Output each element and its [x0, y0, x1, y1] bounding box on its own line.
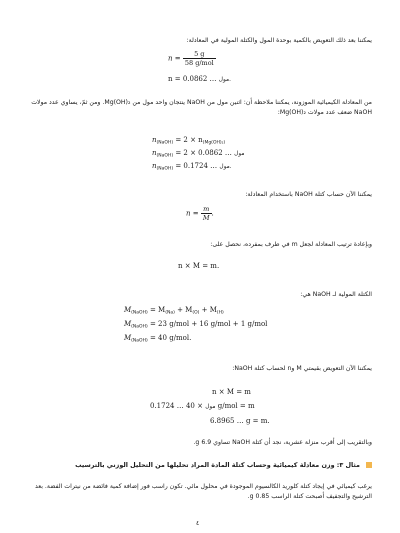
equation-n-value	[168, 75, 231, 83]
eq2-l3-rhs: = 0.1724 …	[175, 162, 218, 170]
eq1-lhs: n	[168, 54, 173, 63]
eq6-l2-rest: × 40 g/mol = m	[185, 402, 255, 410]
paragraph-2: من المعادلة الكيميائية الموزونة، يمكننا ملاحظة أن: اثنين مول من NaOH ينتجان واحد مول من Mg(OH)₂. ومن ثمّ، يساوي عدد مولات NaOH ضعف عدد مولات Mg(OH)₂:	[31, 99, 372, 116]
eq2-l1-sub: (NaOH)	[156, 140, 174, 146]
eq2-l2-rhs: = 2 × 0.0862 …	[175, 149, 232, 157]
eq3-denominator: M	[202, 214, 210, 222]
eq5-line3	[124, 334, 191, 344]
paragraph-4: وبإعادة ترتيب المعادلة لجعل m في طرف بمفرده، نحصل على:	[210, 241, 372, 248]
page-number: ٤	[196, 520, 200, 527]
paragraph-6: يمكننا الآن التعويض بقيمتي M وn لحساب كتلة NaOH:	[232, 365, 372, 372]
eq2-l2-lhs: n	[152, 149, 157, 157]
paragraph-1: يمكننا بعد ذلك التعويض بالكمية بوحدة المول والكتلة المولية في المعادلة:	[186, 37, 372, 44]
example-3-title	[75, 461, 372, 469]
eq1-denominator: 58 g/mol	[184, 59, 214, 67]
eq5-l2-rhs: = 23 g/mol + 16 g/mol + 1 g/mol	[149, 320, 268, 328]
eq2-l2-unit: مول	[234, 151, 245, 157]
eq5-line1	[124, 306, 224, 316]
eq3-lhs: n =	[186, 209, 199, 218]
eq3-numerator: m	[201, 205, 212, 214]
eq1-line2: n = 0.0862 …	[168, 75, 217, 83]
equation-n-m-over-M	[186, 205, 214, 222]
paragraph-7: وبالتقريب إلى أقرب منزلة عشرية، نجد أن كتلة NaOH تساوي 6.9 g.	[193, 439, 372, 446]
paragraph-3: يمكننا الآن حساب كتلة NaOH باستخدام المعادلة:	[245, 191, 372, 198]
eq2-l3-sub: (NaOH)	[156, 166, 174, 172]
paragraph-8: يرغب كيميائي في إيجاد كتلة كلوريد الكالسيوم الموجودة في محلول مائي. تكون راسب فور إضافة كمية فائضة من نيترات الفضة. بعد الترشيح والتجفيف أصبحت كتلة الراسب 0.85 g.	[35, 483, 372, 500]
eq5-sub-naoh: (NaOH)	[131, 310, 148, 316]
eq1-fraction	[183, 50, 216, 67]
eq5-eq-m: = M	[147, 306, 166, 314]
eq5-l3-sub: (NaOH)	[131, 338, 148, 344]
eq5-sub-h: (H)	[216, 310, 224, 316]
eq5-sub-o: (O)	[192, 310, 200, 316]
paragraph-5: الكتلة المولية لـ NaOH هي:	[300, 291, 372, 298]
eq3-end: .	[211, 209, 214, 218]
eq5-m: M	[124, 306, 132, 314]
eq6-l2-value: 0.1724 …	[150, 402, 184, 410]
eq2-l1-rsub: (Mg(OH)₂)	[202, 140, 226, 146]
eq1-equals: =	[174, 54, 181, 63]
eq1-unit: مول.	[218, 77, 231, 83]
eq5-l3-rhs: = 40 g/mol.	[149, 334, 192, 342]
eq5-l2-sub: (NaOH)	[131, 324, 148, 330]
eq2-l3-unit: مول.	[219, 164, 232, 170]
eq2-l1-lhs: n	[152, 136, 157, 144]
eq2-l1-rhs: = 2 × n	[175, 136, 203, 144]
eq5-plus-m1: + M	[174, 306, 193, 314]
eq2-l2-sub: (NaOH)	[156, 153, 174, 159]
eq6-l2-unit: مول	[205, 404, 216, 410]
equation-n-fraction	[168, 50, 216, 67]
eq5-sub-na: (Na)	[165, 310, 175, 316]
eq6-line3: 6.8965 … g = m.	[210, 417, 270, 425]
eq5-l3-lhs: M	[124, 334, 132, 342]
eq2-l3-lhs: n	[152, 162, 157, 170]
eq2-line1	[152, 136, 225, 146]
eq6-line2	[150, 402, 255, 410]
eq5-l2-lhs: M	[124, 320, 132, 328]
eq2-line2	[152, 149, 244, 159]
eq5-plus-m2: + M	[199, 306, 217, 314]
bullet-square-icon	[366, 462, 372, 468]
eq2-line3	[152, 162, 232, 172]
eq5-line2	[124, 320, 267, 330]
eq6-line1: n × M = m	[212, 388, 251, 396]
eq3-fraction	[201, 205, 212, 222]
eq1-numerator: 5 g	[183, 50, 216, 59]
example-3-title-text: مثال ٣: وزن معادلة كيميائية وحساب كتلة المادة المراد تحليلها من التحليل الوزني بالترسيب	[75, 461, 360, 469]
equation-rearranged: n × M = m.	[178, 262, 220, 270]
